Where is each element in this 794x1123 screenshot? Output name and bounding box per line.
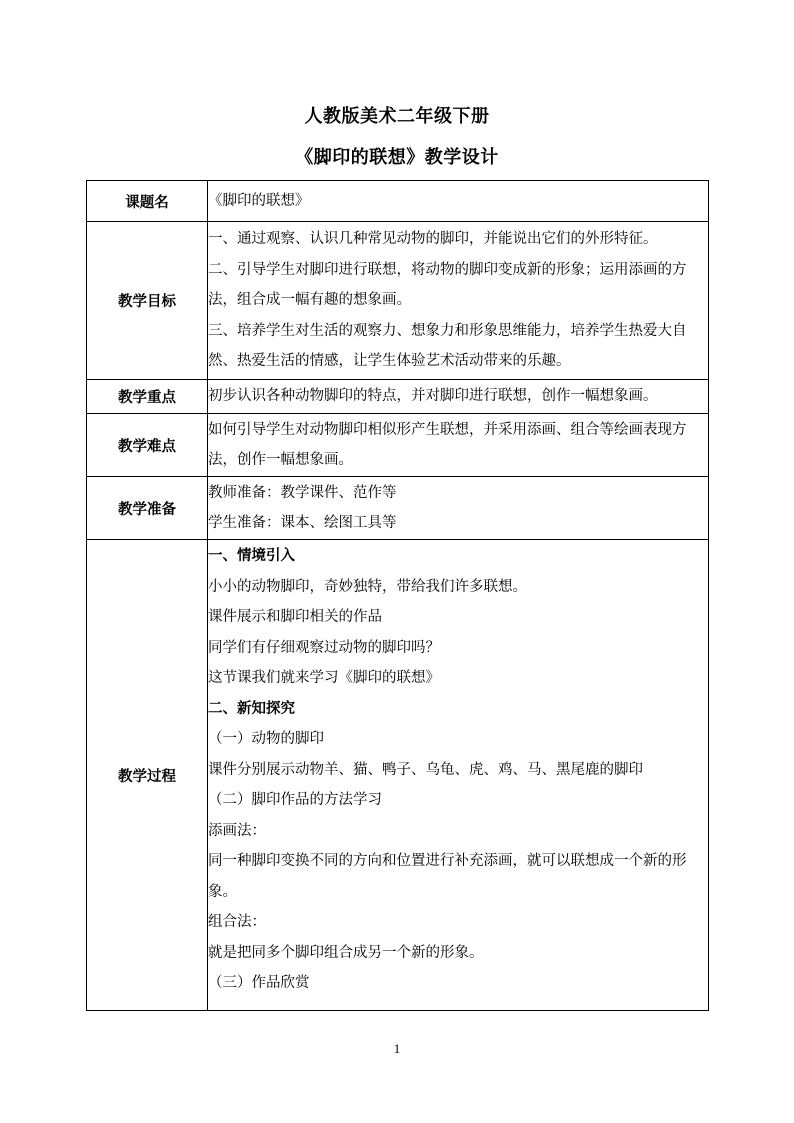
preparation-item: 教师准备：教学课件、范作等 [208, 484, 397, 501]
label-process: 教学过程 [87, 540, 208, 1011]
process-heading: 一、情境引入 [208, 547, 295, 564]
content-process [208, 540, 709, 1011]
table-row-topic [87, 181, 709, 222]
content-preparation [208, 477, 709, 540]
table-row-key-points [87, 380, 709, 414]
key-points-text: 初步认识各种动物脚印的特点，并对脚印进行联想，创作一幅想象画。 [208, 388, 658, 405]
content-difficulties [208, 414, 709, 477]
process-item: 就是把同多个脚印组合成另一个新的形象。 [208, 944, 484, 961]
content-topic [208, 181, 709, 222]
page-number: 1 [393, 1041, 401, 1056]
label-preparation: 教学准备 [87, 477, 208, 540]
process-item: 同学们有仔细观察过动物的脚印吗？ [208, 639, 440, 656]
label-difficulties: 教学难点 [87, 414, 208, 477]
process-item: 课件展示和脚印相关的作品 [208, 609, 382, 625]
process-subheading: （二）脚印作品的方法学习 [208, 792, 382, 808]
process-item: 添画法： [208, 822, 266, 839]
process-item: 同一种脚印变换不同的方向和位置进行补充添画，就可以联想成一个新的形象。 [208, 853, 687, 900]
document-title: 人教版美术二年级下册 [304, 106, 490, 127]
table-row-process [87, 540, 709, 1011]
process-item: 小小的动物脚印，奇妙独特，带给我们许多联想。 [208, 578, 527, 595]
topic-text: 《脚印的联想》 [208, 192, 310, 209]
table-row-difficulties [87, 414, 709, 477]
table-row-goals [87, 222, 709, 380]
document-subtitle: 《脚印的联想》教学设计 [295, 147, 499, 168]
lesson-plan-table [86, 180, 709, 1011]
label-key-points: 教学重点 [87, 380, 208, 414]
label-goals: 教学目标 [87, 222, 208, 380]
table-row-preparation [87, 477, 709, 540]
process-subheading: （一）动物的脚印 [208, 731, 324, 747]
content-goals [208, 222, 709, 380]
goal-item: 三、培养学生对生活的观察力、想象力和形象思维能力，培养学生热爱大自然、热爱生活的情感，让学生体验艺术活动带来的乐趣。 [208, 322, 687, 370]
process-item: 组合法： [208, 914, 266, 930]
process-item: 课件分别展示动物羊、猫、鸭子、乌龟、虎、鸡、马、黑尾鹿的脚印 [208, 761, 643, 778]
difficulties-text: 如何引导学生对动物脚印相似形产生联想，并采用添画、组合等绘画表现方法，创作一幅想象画。 [208, 421, 687, 468]
goal-item: 一、通过观察、认识几种常见动物的脚印，并能说出它们的外形特征。 [208, 231, 658, 248]
label-topic: 课题名 [87, 181, 208, 222]
content-key-points [208, 380, 709, 414]
goal-item: 二、引导学生对脚印进行联想，将动物的脚印变成新的形象；运用添画的方法，组合成一幅有趣的想象画。 [208, 261, 687, 309]
process-heading: 二、新知探究 [208, 699, 295, 717]
process-subheading: （三）作品欣赏 [208, 975, 310, 991]
process-item: 这节课我们就来学习《脚印的联想》 [208, 670, 440, 686]
preparation-item: 学生准备：课本、绘图工具等 [208, 515, 397, 531]
